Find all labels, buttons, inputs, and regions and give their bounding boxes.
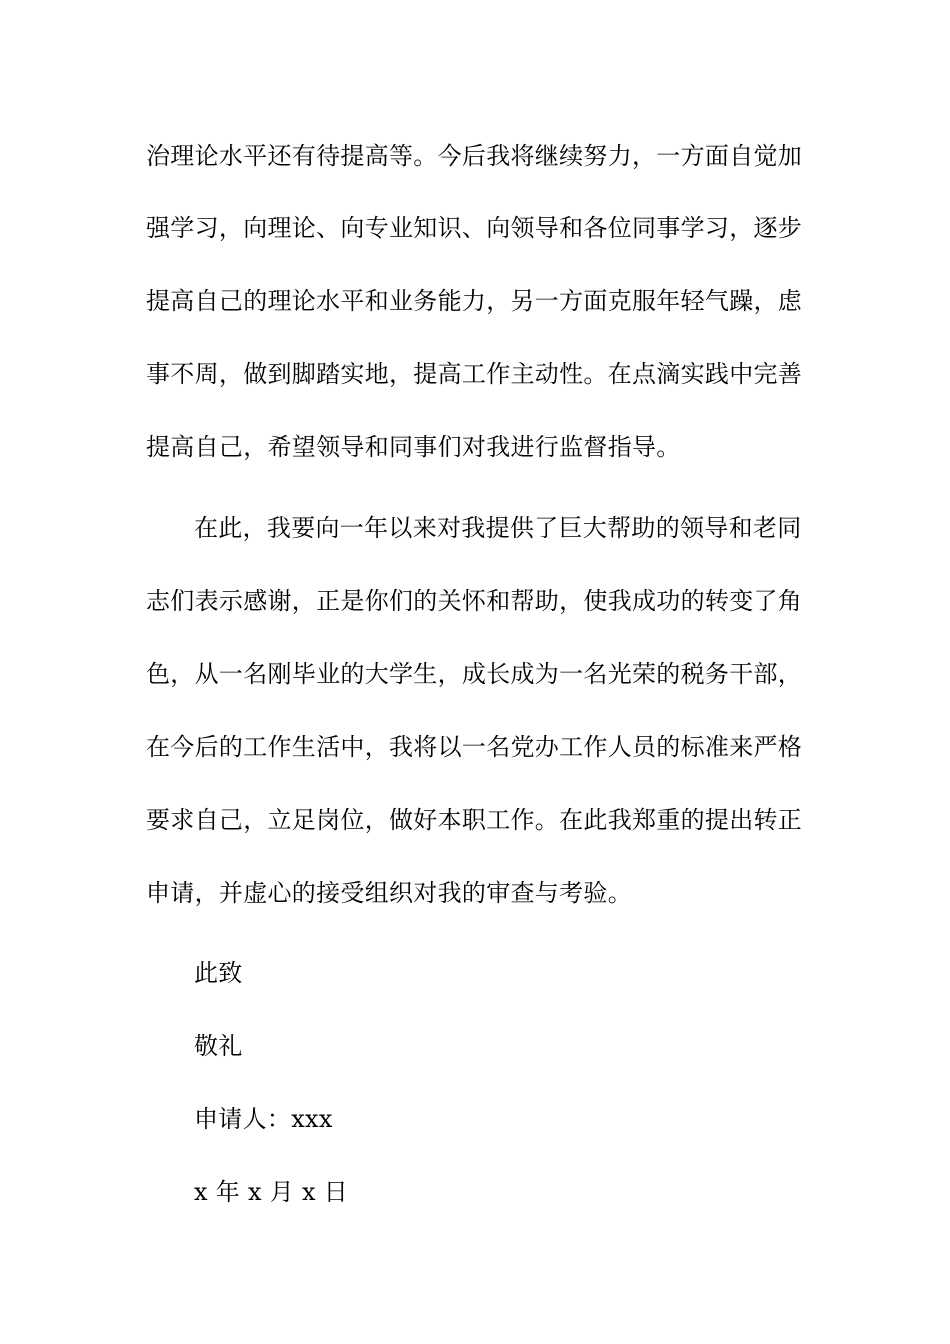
applicant-signature: 申请人：xxx (194, 1105, 333, 1133)
closing-salutation: 此致 (194, 959, 243, 987)
closing-regards: 敬礼 (194, 1032, 243, 1060)
paragraph-2-line-1: 在此，我要向一年以来对我提供了巨大帮助的领导和老同 (194, 514, 802, 542)
paragraph-1-line-2: 强学习，向理论、向专业知识、向领导和各位同事学习，逐步 (146, 214, 803, 242)
paragraph-2-line-6: 申请，并虚心的接受组织对我的审查与考验。 (146, 879, 632, 907)
paragraph-2-line-2: 志们表示感谢，正是你们的关怀和帮助，使我成功的转变了角 (146, 587, 803, 615)
application-date: x 年 x 月 x 日 (194, 1178, 349, 1206)
paragraph-1-line-4: 事不周，做到脚踏实地，提高工作主动性。在点滴实践中完善 (146, 360, 803, 388)
paragraph-1-line-1: 治理论水平还有待提高等。今后我将继续努力，一方面自觉加 (146, 142, 803, 170)
paragraph-2-line-4: 在今后的工作生活中，我将以一名党办工作人员的标准来严格 (146, 733, 803, 761)
paragraph-1-line-5: 提高自己，希望领导和同事们对我进行监督指导。 (146, 433, 681, 461)
paragraph-2-line-3: 色，从一名刚毕业的大学生，成长成为一名光荣的税务干部， (146, 660, 803, 688)
paragraph-1-line-3: 提高自己的理论水平和业务能力，另一方面克服年轻气躁，虑 (146, 287, 803, 315)
paragraph-2-line-5: 要求自己，立足岗位，做好本职工作。在此我郑重的提出转正 (146, 806, 803, 834)
